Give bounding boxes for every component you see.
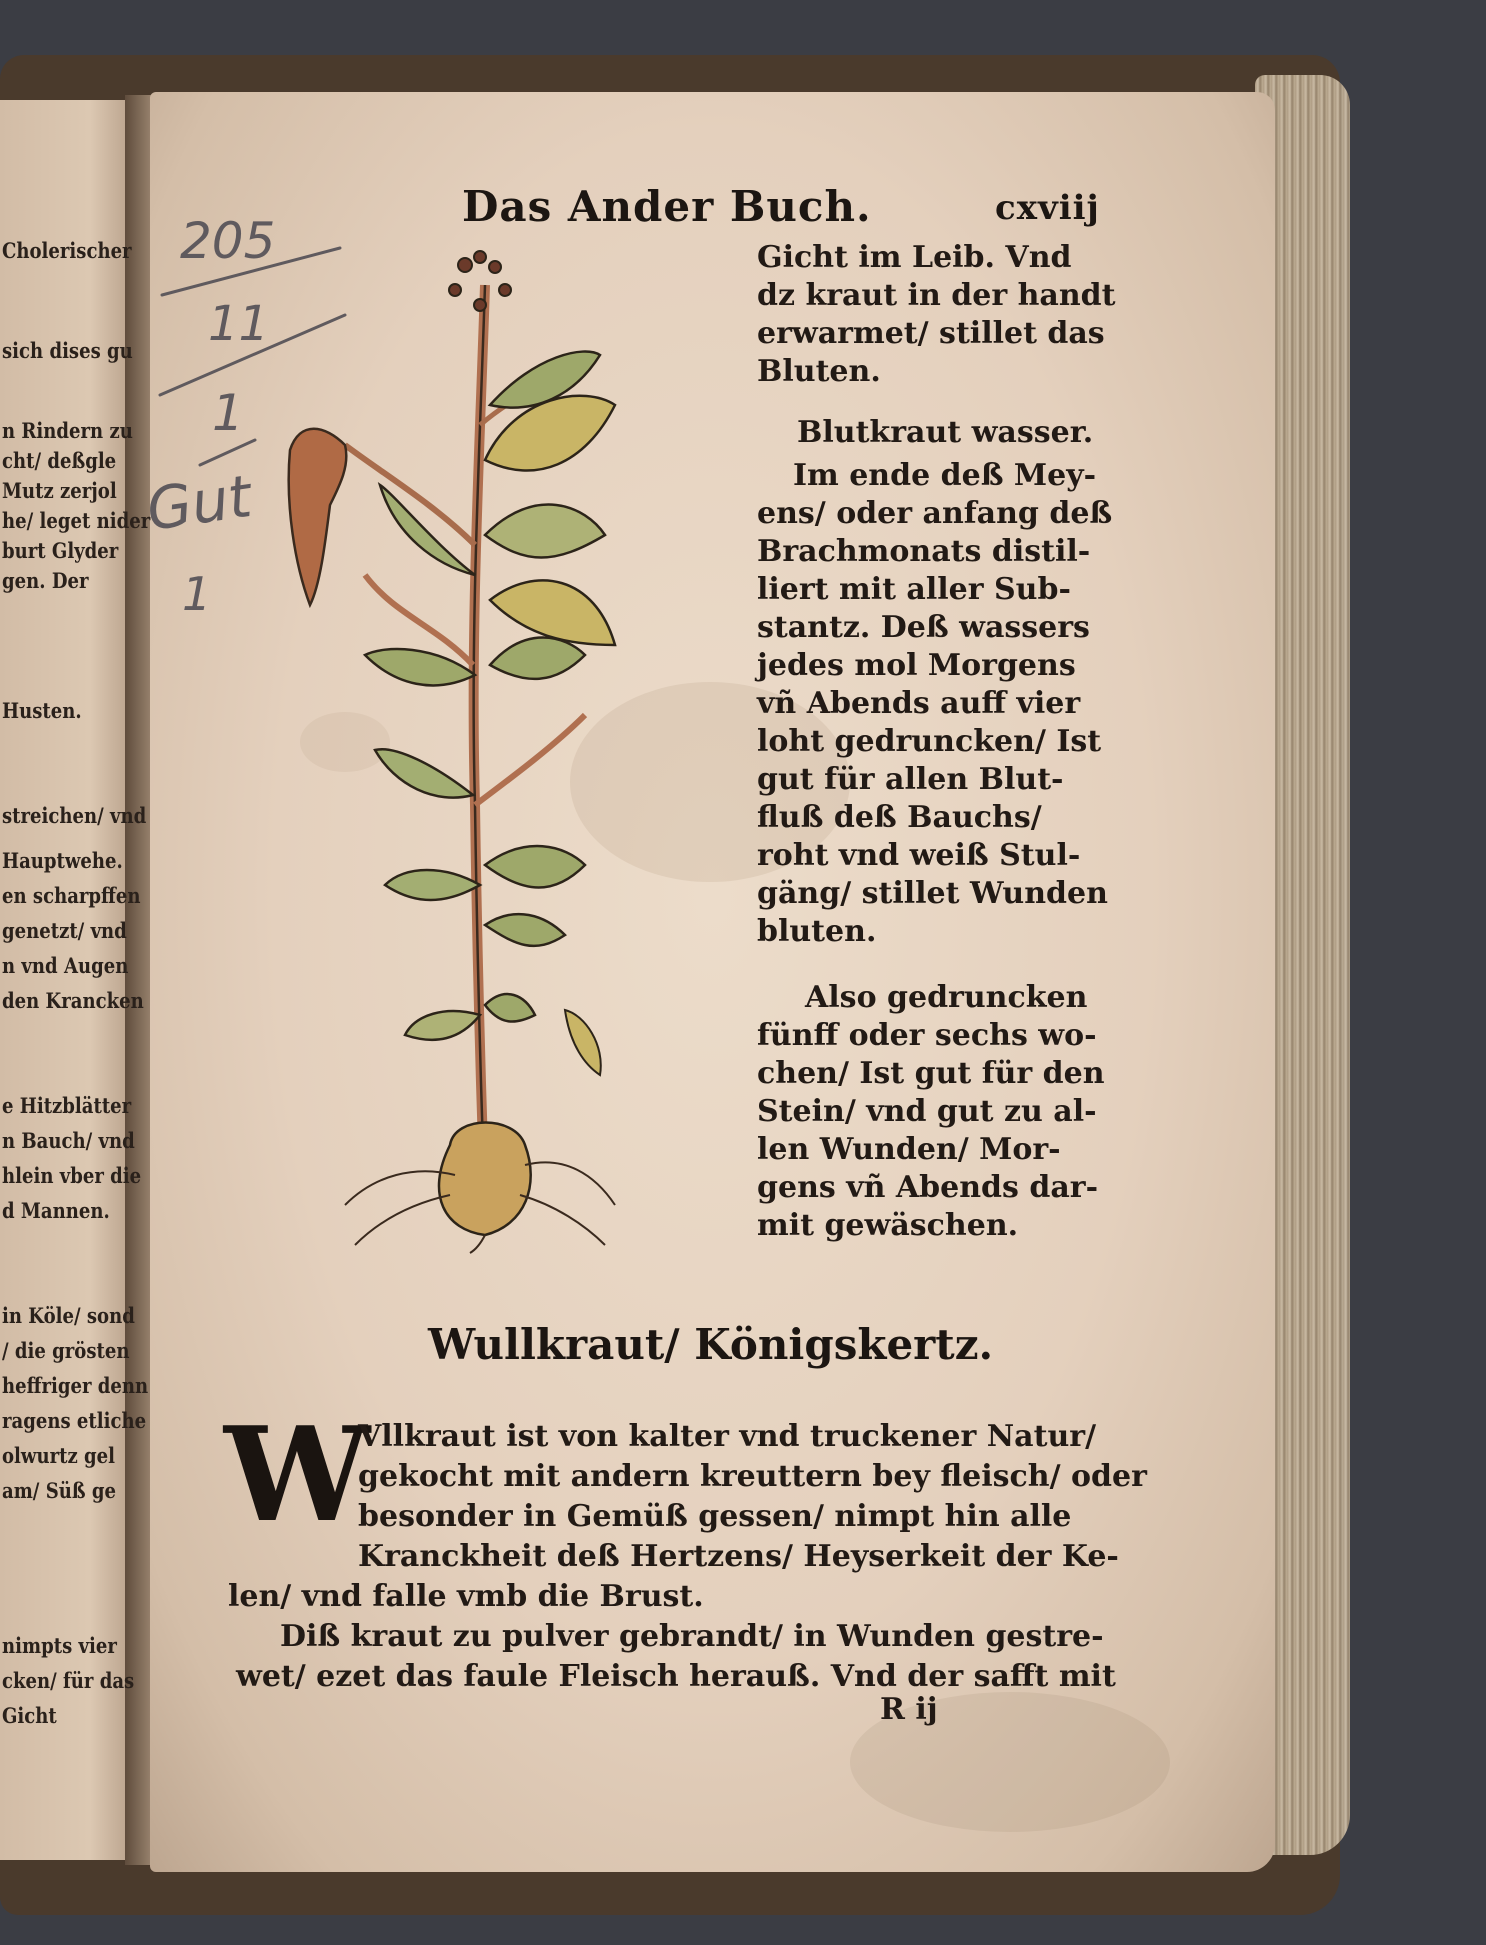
- paragraph-line: wet/ ezet das faule Fleisch herauß. Vnd der safft mit: [236, 1659, 1116, 1694]
- left-line: in Köle/ sond: [2, 1303, 135, 1328]
- left-line: burt Glyder: [2, 538, 119, 563]
- column-line: gut für allen Blut-: [757, 762, 1064, 797]
- left-line: en scharpffen: [2, 883, 141, 908]
- left-line: / die grösten: [2, 1338, 130, 1363]
- left-line: sich dises gu: [2, 338, 133, 363]
- column-line: Blutkraut wasser.: [797, 415, 1094, 450]
- column-line: loht gedruncken/ Ist: [757, 724, 1102, 759]
- left-line: Cholerischer: [2, 238, 132, 263]
- column-line: Also gedruncken: [805, 980, 1088, 1015]
- left-page-text: [2, 238, 151, 1728]
- left-line: d Mannen.: [2, 1198, 110, 1223]
- left-line: am/ Süß ge: [2, 1478, 117, 1503]
- paragraph-line: Vllkraut ist von kalter vnd truckener Natur/: [358, 1419, 1097, 1454]
- column-line: fluß deß Bauchs/: [757, 800, 1042, 835]
- column-line: erwarmet/ stillet das: [757, 316, 1105, 351]
- paragraph-line: besonder in Gemüß gessen/ nimpt hin alle: [358, 1499, 1072, 1534]
- left-line: den Krancken: [2, 988, 144, 1013]
- column-line: liert mit aller Sub-: [757, 572, 1071, 607]
- column-line: gäng/ stillet Wunden: [757, 876, 1108, 911]
- left-line: heffriger denn: [2, 1373, 149, 1398]
- left-line: genetzt/ vnd: [2, 918, 127, 943]
- column-line: Stein/ vnd gut zu al-: [757, 1094, 1097, 1129]
- paragraph-line: gekocht mit andern kreuttern bey fleisch/ oder: [358, 1459, 1147, 1494]
- column-line: ens/ oder anfang deß: [757, 496, 1113, 531]
- left-line: Hauptwehe.: [2, 848, 123, 873]
- column-line: jedes mol Morgens: [757, 648, 1076, 683]
- left-line: e Hitzblätter: [2, 1093, 132, 1118]
- column-line: fünff oder sechs wo-: [757, 1018, 1097, 1053]
- left-line: n Bauch/ vnd: [2, 1128, 135, 1153]
- left-line: gen. Der: [2, 568, 89, 593]
- left-line: streichen/ vnd: [2, 803, 147, 828]
- left-line: olwurtz gel: [2, 1443, 115, 1468]
- plant-woodcut-illustration: [285, 245, 630, 1255]
- column-line: Brachmonats distil-: [757, 534, 1091, 569]
- running-header: Das Ander Buch.: [462, 182, 872, 231]
- column-line: chen/ Ist gut für den: [757, 1056, 1105, 1091]
- left-line: hlein vber die: [2, 1163, 142, 1188]
- pencil-mark: 1: [212, 384, 244, 442]
- column-line: Bluten.: [757, 354, 881, 389]
- column-line: vñ Abends auff vier: [757, 686, 1081, 721]
- column-line: bluten.: [757, 914, 877, 949]
- paragraph-line: Kranckheit deß Hertzens/ Heyserkeit der Ke-: [358, 1539, 1119, 1574]
- paragraph-line: len/ vnd falle vmb die Brust.: [228, 1579, 704, 1614]
- paragraph-line: Diß kraut zu pulver gebrandt/ in Wunden gestre-: [280, 1619, 1104, 1654]
- column-line: gens vñ Abends dar-: [757, 1170, 1099, 1205]
- left-line: ragens etliche: [2, 1408, 147, 1433]
- pencil-mark: 1: [182, 567, 212, 621]
- left-line: Husten.: [2, 698, 82, 723]
- left-line: cht/ deßgle: [2, 448, 117, 473]
- column-line: Gicht im Leib. Vnd: [757, 240, 1072, 275]
- folio-number: cxviij: [995, 188, 1100, 228]
- left-line: n Rindern zu: [2, 418, 133, 443]
- signature-mark: R ij: [880, 1692, 938, 1727]
- left-line: nimpts vier: [2, 1633, 117, 1658]
- left-line: he/ leget nider: [2, 508, 151, 533]
- column-line: mit gewäschen.: [757, 1208, 1019, 1243]
- pencil-mark: 205: [180, 212, 276, 270]
- column-line: dz kraut in der handt: [757, 278, 1116, 313]
- left-line: Mutz zerjol: [2, 478, 117, 503]
- column-line: roht vnd weiß Stul-: [757, 838, 1081, 873]
- column-line: Im ende deß Mey-: [793, 458, 1097, 493]
- pencil-mark: Gut: [142, 461, 256, 544]
- drop-cap-initial: W: [224, 1398, 370, 1551]
- column-line: len Wunden/ Mor-: [757, 1132, 1061, 1167]
- section-title: Wullkraut/ Königskertz.: [428, 1320, 994, 1369]
- left-line: Gicht: [2, 1703, 57, 1728]
- left-line: n vnd Augen: [2, 953, 129, 978]
- left-line: cken/ für das: [2, 1668, 135, 1693]
- column-line: stantz. Deß wassers: [757, 610, 1090, 645]
- pencil-mark: 11: [208, 296, 270, 352]
